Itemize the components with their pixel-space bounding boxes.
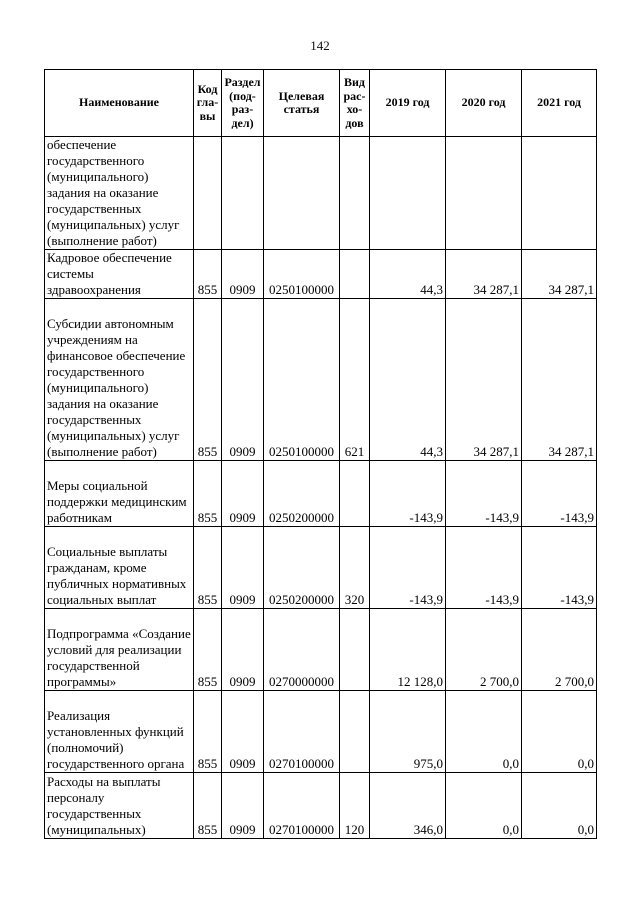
row-expense-type <box>340 461 370 527</box>
page-number: 142 <box>310 38 330 53</box>
header-row <box>45 70 597 137</box>
row-value-2021: -143,9 <box>522 461 597 527</box>
budget-table <box>44 69 597 839</box>
row-name: Социальные выплаты гражданам, кроме публичных нормативных социальных выплат <box>45 527 194 609</box>
row-value-2019: 44,3 <box>370 299 446 461</box>
row-value-2019: 44,3 <box>370 250 446 299</box>
row-name: Расходы на выплаты персоналу государственных (муниципальных) <box>45 773 194 839</box>
row-chapter-code: 855 <box>194 299 222 461</box>
row-value-2021: 2 700,0 <box>522 609 597 691</box>
row-expense-type <box>340 137 370 250</box>
row-value-2021: -143,9 <box>522 527 597 609</box>
row-target-article: 0250100000 <box>264 299 340 461</box>
row-section <box>222 137 264 250</box>
header-section: Раздел (под- раз- дел) <box>222 70 264 137</box>
table-row <box>45 609 597 691</box>
row-value-2021: 34 287,1 <box>522 250 597 299</box>
row-target-article: 0250200000 <box>264 461 340 527</box>
row-name: Меры социальной поддержки медицинским работникам <box>45 461 194 527</box>
row-value-2021: 0,0 <box>522 691 597 773</box>
row-section: 0909 <box>222 773 264 839</box>
table-body <box>45 137 597 839</box>
table-row <box>45 773 597 839</box>
row-value-2020 <box>446 137 522 250</box>
row-chapter-code: 855 <box>194 691 222 773</box>
row-chapter-code: 855 <box>194 250 222 299</box>
row-expense-type <box>340 250 370 299</box>
row-value-2019: 346,0 <box>370 773 446 839</box>
header-expense-type: Вид рас- хо- дов <box>340 70 370 137</box>
table-row <box>45 299 597 461</box>
header-name: Наименование <box>45 70 194 137</box>
row-target-article: 0250200000 <box>264 527 340 609</box>
header-year-2020: 2020 год <box>446 70 522 137</box>
row-name: обеспечение государственного (муниципального) задания на оказание государственных (муниципальных) услуг (выполнение работ) <box>45 137 194 250</box>
table-row <box>45 527 597 609</box>
row-chapter-code <box>194 137 222 250</box>
row-name: Кадровое обеспечение системы здравоохранения <box>45 250 194 299</box>
row-value-2019: 12 128,0 <box>370 609 446 691</box>
row-section: 0909 <box>222 250 264 299</box>
row-value-2021: 0,0 <box>522 773 597 839</box>
header-chapter-code: Код гла- вы <box>194 70 222 137</box>
row-expense-type <box>340 691 370 773</box>
row-section: 0909 <box>222 461 264 527</box>
row-chapter-code: 855 <box>194 773 222 839</box>
row-expense-type: 120 <box>340 773 370 839</box>
row-value-2019: -143,9 <box>370 527 446 609</box>
table-row <box>45 250 597 299</box>
row-value-2021 <box>522 137 597 250</box>
row-value-2021: 34 287,1 <box>522 299 597 461</box>
row-name: Реализация установленных функций (полномочий) государственного органа <box>45 691 194 773</box>
row-value-2019 <box>370 137 446 250</box>
row-target-article <box>264 137 340 250</box>
row-value-2020: 34 287,1 <box>446 250 522 299</box>
row-value-2020: 0,0 <box>446 773 522 839</box>
row-value-2019: -143,9 <box>370 461 446 527</box>
header-target-article: Целевая статья <box>264 70 340 137</box>
row-expense-type <box>340 609 370 691</box>
row-value-2019: 975,0 <box>370 691 446 773</box>
row-chapter-code: 855 <box>194 461 222 527</box>
row-name: Субсидии автономным учреждениям на финансовое обеспечение государственного (муниципального) задания на оказание государственных (муниципальных) услуг (выполнение работ) <box>45 299 194 461</box>
table-row <box>45 691 597 773</box>
row-section: 0909 <box>222 299 264 461</box>
row-expense-type: 320 <box>340 527 370 609</box>
table-header <box>45 70 597 137</box>
row-value-2020: 2 700,0 <box>446 609 522 691</box>
header-year-2021: 2021 год <box>522 70 597 137</box>
row-chapter-code: 855 <box>194 609 222 691</box>
row-value-2020: -143,9 <box>446 461 522 527</box>
row-target-article: 0270100000 <box>264 773 340 839</box>
row-section: 0909 <box>222 691 264 773</box>
header-year-2019: 2019 год <box>370 70 446 137</box>
row-target-article: 0250100000 <box>264 250 340 299</box>
row-section: 0909 <box>222 609 264 691</box>
row-value-2020: -143,9 <box>446 527 522 609</box>
row-chapter-code: 855 <box>194 527 222 609</box>
row-value-2020: 34 287,1 <box>446 299 522 461</box>
row-target-article: 0270100000 <box>264 691 340 773</box>
table-row <box>45 137 597 250</box>
row-name: Подпрограмма «Создание условий для реализации государственной программы» <box>45 609 194 691</box>
row-section: 0909 <box>222 527 264 609</box>
row-expense-type: 621 <box>340 299 370 461</box>
row-value-2020: 0,0 <box>446 691 522 773</box>
table-row <box>45 461 597 527</box>
row-target-article: 0270000000 <box>264 609 340 691</box>
